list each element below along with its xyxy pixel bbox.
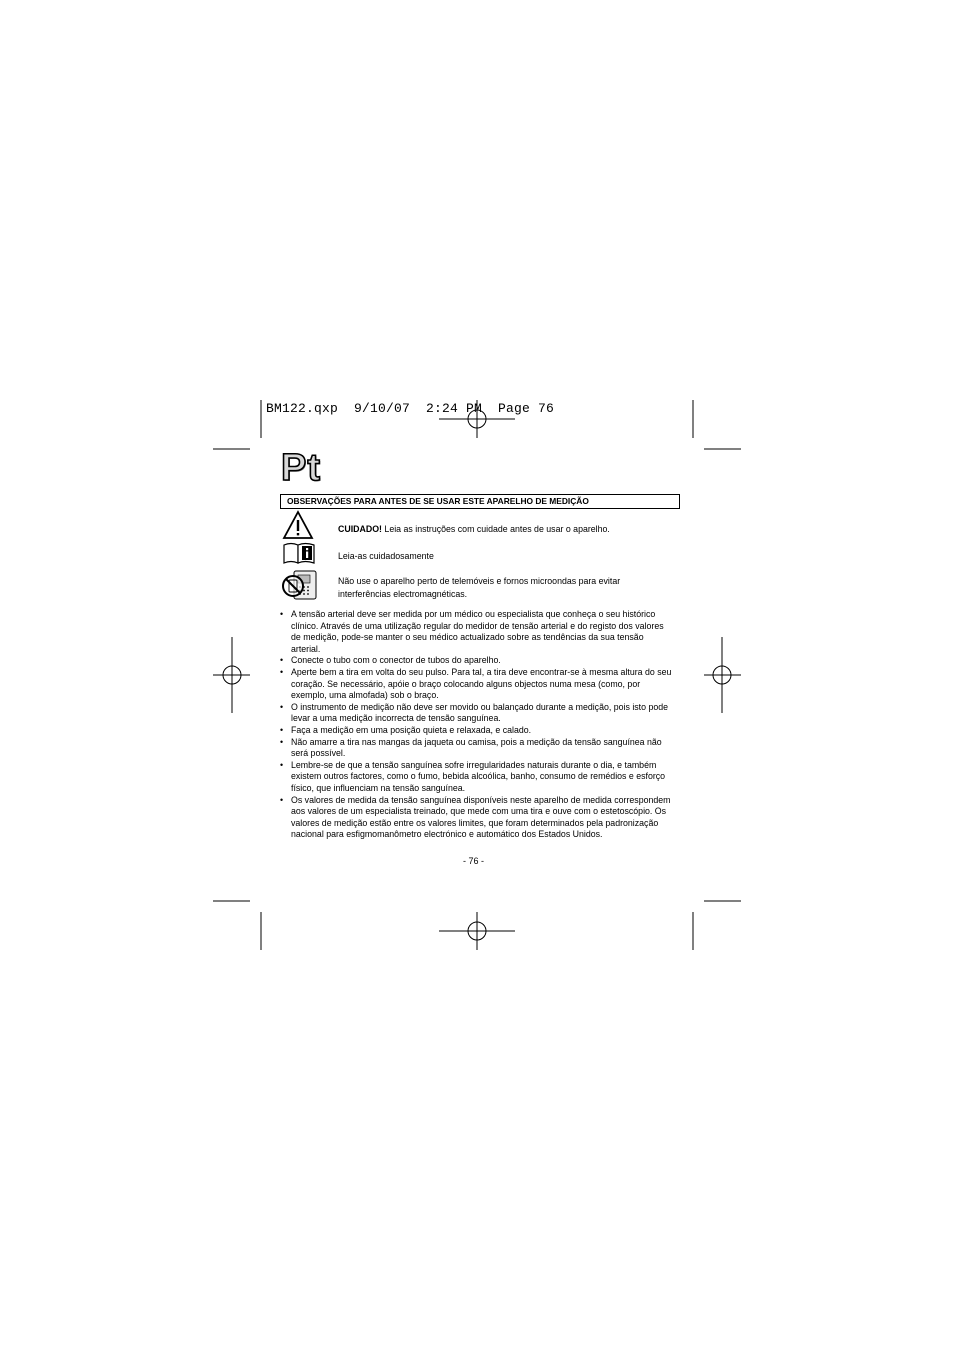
note-read-carefully: Leia-as cuidadosamente: [338, 551, 434, 561]
read-manual-icon: [282, 541, 316, 570]
section-title: OBSERVAÇÕES PARA ANTES DE SE USAR ESTE APARELHO DE MEDIÇÃO: [280, 494, 680, 509]
list-item-text: A tensão arterial deve ser medida por um médico ou especialista que conheça o seu histórico clínico. Através de uma utilização regular do medidor de tensão arterial e do registo dos valores de medição, pode-se manter o seu médico actualizado sobre as tendências da sua tensão arterial.: [291, 609, 664, 654]
list-item-text: Conecte o tubo com o conector de tubos do aparelho.: [291, 655, 501, 666]
list-item: • Faça a medição em uma posição quieta e relaxada, e calado.: [280, 724, 532, 735]
note-caution: [338, 523, 658, 536]
note-no-mobile: Não use o aparelho perto de telemóveis e fornos microondas para evitar interferências electromagnéticas.: [338, 576, 621, 599]
list-item: • A tensão arterial deve ser medida por um médico ou especialista que conheça o seu histórico clínico. Através de uma utilização regular do medidor de tensão arterial e do registo dos valores de medição, pode-se manter o seu médico actualizado sobre as tendências da sua tensão arterial.: [280, 609, 664, 654]
warning-triangle-icon: [282, 510, 314, 545]
page-number: - 76 -: [463, 856, 485, 866]
language-label: Pt: [281, 447, 321, 489]
list-item: • Conecte o tubo com o conector de tubos do aparelho.: [280, 655, 501, 666]
list-item-text: Lembre-se de que a tensão sanguínea sofre irregularidades naturais durante o dia, e também existem outros factores, como o fumo, bebida alcoólica, banho, consumo de remédios e esforço físico, que influenciam na tensão sanguínea.: [291, 759, 666, 793]
list-item: • O instrumento de medição não deve ser movido ou balançado durante a medição, pois isto pode levar a uma medição incorrecta de tensão sanguínea.: [280, 701, 669, 724]
list-item-text: Faça a medição em uma posição quieta e relaxada, e calado.: [291, 724, 532, 735]
note-caution-bold: CUIDADO!: [338, 524, 382, 534]
list-item-text: O instrumento de medição não deve ser movido ou balançado durante a medição, pois isto pode levar a uma medição incorrecta de tensão sanguínea.: [291, 701, 669, 724]
note-caution-text: Leia as instruções com cuidade antes de usar o aparelho.: [381, 524, 610, 534]
instructions-list: [280, 609, 672, 841]
list-item: • Não amarre a tira nas mangas da jaqueta ou camisa, pois a medição da tensão sanguínea não será possível.: [280, 736, 662, 759]
list-item: • Aperte bem a tira em volta do seu pulso. Para tal, a tira deve encontrar-se à mesma altura do seu coração. Se necessário, apóie o braço colocando alguns objectos numa mesa (como, por exemplo, uma almofada) sob o braço.: [280, 666, 672, 701]
list-item: • Os valores de medida da tensão sanguínea disponíveis neste aparelho de medida correspondem aos valores de um especialista treinado, que mede com uma tira e ouve com o estetoscópio. Os valores de medição estão entre os valores limites, que foram determinados pela padronização nacional para esfigmomanômetro electrónico e automático dos Estados Unidos.: [280, 794, 671, 840]
no-mobile-phone-icon: [280, 569, 320, 608]
list-item-text: Os valores de medida da tensão sanguínea disponíveis neste aparelho de medida correspondem aos valores de um especialista treinado, que mede com uma tira e ouve com o estetoscópio. Os valores de medição estão entre os valores limites, que foram determinados pela padronização nacional para esfigmomanômetro electrónico e automático dos Estados Unidos.: [291, 794, 671, 840]
list-item: • Lembre-se de que a tensão sanguínea sofre irregularidades naturais durante o dia, e também existem outros factores, como o fumo, bebida alcoólica, banho, consumo de remédios e esforço físico, que influenciam na tensão sanguínea.: [280, 759, 666, 793]
list-item-text: Não amarre a tira nas mangas da jaqueta ou camisa, pois a medição da tensão sanguínea não será possível.: [291, 736, 662, 759]
file-slug: BM122.qxp 9/10/07 2:24 PM Page 76: [266, 401, 555, 416]
list-item-text: Aperte bem a tira em volta do seu pulso. Para tal, a tira deve encontrar-se à mesma altura do seu coração. Se necessário, apóie o braço colocando alguns objectos numa mesa (como, por exemplo, uma almofada) sob o braço.: [291, 666, 672, 701]
